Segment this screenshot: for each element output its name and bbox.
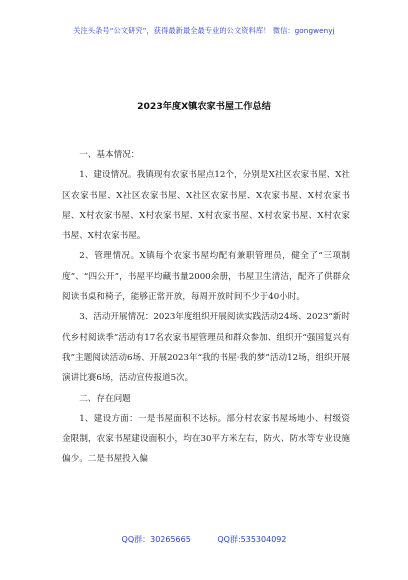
paragraph: 2、管理情况。X镇每个农家书屋均配有兼职管理员，健全了“三项制度”、“四公开”，书屋平均藏书量2000余册，书屋卫生清洁，配齐了供群众阅读书桌和椅子，能够正常开放，每周开放时间不少于40小时。 xyxy=(62,251,350,303)
footer-qq-group-2: QQ群:535304092 xyxy=(217,535,287,544)
section-heading: 一、基本情况： xyxy=(79,150,140,160)
paragraph: 3、活动开展情况：2023年度组织开展阅读实践活动24场、2023“新时代乡村阅读季”活动有17名农家书屋管理员和群众参加、组织开“强国复兴有我”主题阅读活动6场、开展2023年“我的书屋·我的梦”活动12场，组织开展演讲比赛6场，活动宣传报道5次。 xyxy=(62,312,350,384)
header-banner: 关注头条号“公文研究”，获得最新最全最专业的公文资料库！ 微信：gongwenyj xyxy=(73,26,335,35)
footer xyxy=(0,534,408,545)
section-heading: 二、存在问题 xyxy=(79,393,131,404)
paragraph: 1、建设情况。我镇现有农家书屋点12个，分别是X社区农家书屋、X社区农家书屋、X社区农家书屋、X社区农家书屋、X农家书屋、X村农家书屋、X村农家书屋、X村农家书屋、X村农家书屋、X村农家书屋、X村农家书屋、X村农家书屋。 xyxy=(62,170,350,242)
document-title: 2023年度X镇农家书屋工作总结 xyxy=(137,101,271,112)
document-body xyxy=(62,145,350,470)
paragraph: 1、建设方面：一是书屋面积不达标。部分村农家书屋场地小、村级资金限制，农家书屋建设面积小，均在30平方米左右，防火、防水等专业设施偏少。二是书屋投入偏 xyxy=(62,413,350,465)
footer-qq-group-1: QQ群：30265665 xyxy=(121,535,191,544)
